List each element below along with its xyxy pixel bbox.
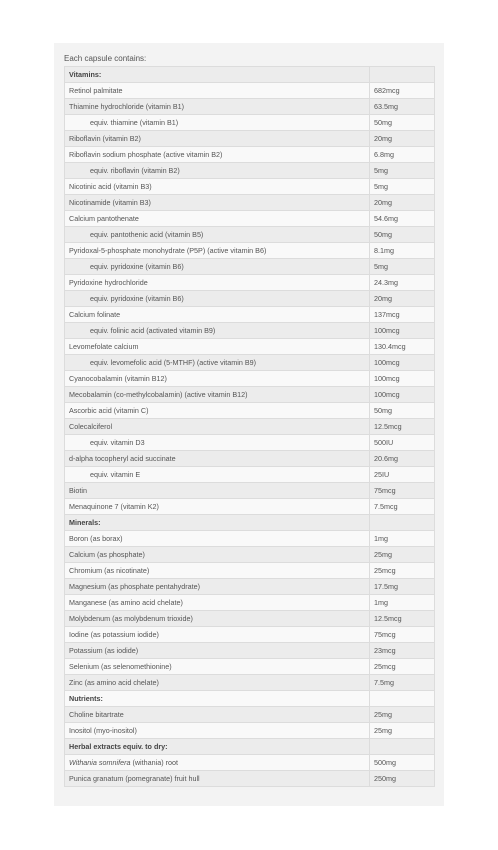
ingredient-name: equiv. riboflavin (vitamin B2): [65, 163, 370, 179]
ingredient-row: [65, 435, 435, 451]
ingredient-row: [65, 723, 435, 739]
ingredient-amount: 20.6mg: [370, 451, 435, 467]
table-caption: Each capsule contains:: [64, 54, 147, 63]
ingredient-name: Riboflavin (vitamin B2): [65, 131, 370, 147]
ingredient-amount: 100mcg: [370, 387, 435, 403]
ingredient-name: equiv. pyridoxine (vitamin B6): [65, 259, 370, 275]
ingredient-name: Boron (as borax): [65, 531, 370, 547]
ingredient-row: [65, 275, 435, 291]
ingredient-amount: 500mg: [370, 755, 435, 771]
ingredient-row: [65, 675, 435, 691]
ingredient-name: Punica granatum (pomegranate) fruit hull: [65, 771, 370, 787]
ingredient-amount: 25mcg: [370, 563, 435, 579]
ingredient-name: Colecalciferol: [65, 419, 370, 435]
ingredient-row: [65, 467, 435, 483]
ingredient-amount: 100mcg: [370, 371, 435, 387]
ingredient-row: [65, 339, 435, 355]
ingredient-name: equiv. thiamine (vitamin B1): [65, 115, 370, 131]
ingredient-row: [65, 243, 435, 259]
ingredient-name: Riboflavin sodium phosphate (active vitamin B2): [65, 147, 370, 163]
section-title: Nutrients:: [65, 691, 370, 707]
ingredient-amount: 5mg: [370, 179, 435, 195]
ingredient-row: [65, 611, 435, 627]
section-header-row: [65, 67, 435, 83]
ingredient-row: [65, 99, 435, 115]
ingredient-row: [65, 211, 435, 227]
ingredient-amount: 20mg: [370, 291, 435, 307]
ingredient-name: Magnesium (as phosphate pentahydrate): [65, 579, 370, 595]
ingredient-row: [65, 387, 435, 403]
ingredient-amount: 50mg: [370, 115, 435, 131]
ingredient-row: [65, 307, 435, 323]
ingredient-row: [65, 499, 435, 515]
ingredient-amount: 682mcg: [370, 83, 435, 99]
ingredient-row: [65, 163, 435, 179]
ingredient-name: equiv. vitamin E: [65, 467, 370, 483]
ingredient-name-text: (withania) root: [132, 758, 179, 767]
ingredient-name: Biotin: [65, 483, 370, 499]
ingredient-row: [65, 195, 435, 211]
ingredient-amount: [370, 691, 435, 707]
ingredient-name: Calcium pantothenate: [65, 211, 370, 227]
ingredient-name: [65, 755, 370, 771]
ingredient-name: Nicotinic acid (vitamin B3): [65, 179, 370, 195]
ingredient-amount: 20mg: [370, 131, 435, 147]
ingredient-row: [65, 323, 435, 339]
ingredient-amount: 130.4mcg: [370, 339, 435, 355]
ingredient-name: Menaquinone 7 (vitamin K2): [65, 499, 370, 515]
ingredient-row: [65, 707, 435, 723]
ingredient-row: [65, 371, 435, 387]
ingredient-amount: 12.5mcg: [370, 419, 435, 435]
ingredient-name: Thiamine hydrochloride (vitamin B1): [65, 99, 370, 115]
ingredient-amount: 5mg: [370, 163, 435, 179]
ingredient-latin-name: Withania somnifera: [69, 758, 131, 767]
ingredient-amount: 12.5mcg: [370, 611, 435, 627]
ingredient-amount: 250mg: [370, 771, 435, 787]
ingredient-name: Pyridoxine hydrochloride: [65, 275, 370, 291]
ingredient-name: Potassium (as iodide): [65, 643, 370, 659]
ingredient-name: Iodine (as potassium iodide): [65, 627, 370, 643]
ingredient-amount: 5mg: [370, 259, 435, 275]
ingredient-row: [65, 131, 435, 147]
ingredient-name: d-alpha tocopheryl acid succinate: [65, 451, 370, 467]
ingredient-row: [65, 579, 435, 595]
ingredient-amount: 1mg: [370, 595, 435, 611]
section-header-row: [65, 515, 435, 531]
ingredient-amount: 500IU: [370, 435, 435, 451]
ingredient-name: Zinc (as amino acid chelate): [65, 675, 370, 691]
ingredient-amount: [370, 67, 435, 83]
ingredient-row: [65, 227, 435, 243]
ingredient-row: [65, 531, 435, 547]
ingredient-name: equiv. vitamin D3: [65, 435, 370, 451]
ingredient-amount: 23mcg: [370, 643, 435, 659]
ingredient-amount: 24.3mg: [370, 275, 435, 291]
ingredient-amount: 1mg: [370, 531, 435, 547]
ingredient-amount: [370, 515, 435, 531]
ingredient-row: [65, 259, 435, 275]
ingredient-row: [65, 563, 435, 579]
ingredient-name: Choline bitartrate: [65, 707, 370, 723]
ingredient-amount: 50mg: [370, 227, 435, 243]
ingredient-amount: [370, 739, 435, 755]
ingredient-amount: 75mcg: [370, 483, 435, 499]
ingredient-amount: 25IU: [370, 467, 435, 483]
ingredient-name: equiv. folinic acid (activated vitamin B9): [65, 323, 370, 339]
ingredient-name: equiv. pantothenic acid (vitamin B5): [65, 227, 370, 243]
ingredient-row: [65, 547, 435, 563]
ingredient-amount: 6.8mg: [370, 147, 435, 163]
ingredient-name: Manganese (as amino acid chelate): [65, 595, 370, 611]
ingredient-amount: 20mg: [370, 195, 435, 211]
section-title: Minerals:: [65, 515, 370, 531]
ingredient-row: [65, 179, 435, 195]
ingredient-amount: 50mg: [370, 403, 435, 419]
ingredient-name: Retinol palmitate: [65, 83, 370, 99]
section-title: Herbal extracts equiv. to dry:: [65, 739, 370, 755]
ingredient-amount: 25mg: [370, 707, 435, 723]
ingredient-row: [65, 771, 435, 787]
section-header-row: [65, 739, 435, 755]
ingredient-amount: 25mg: [370, 723, 435, 739]
ingredient-name: Selenium (as selenomethionine): [65, 659, 370, 675]
section-title: Vitamins:: [65, 67, 370, 83]
ingredient-row: [65, 355, 435, 371]
ingredient-row: [65, 419, 435, 435]
ingredient-name: Pyridoxal-5-phosphate monohydrate (P5P) (active vitamin B6): [65, 243, 370, 259]
ingredient-name: Molybdenum (as molybdenum trioxide): [65, 611, 370, 627]
ingredient-row: [65, 291, 435, 307]
ingredient-name: equiv. levomefolic acid (5-MTHF) (active vitamin B9): [65, 355, 370, 371]
ingredient-name: Nicotinamide (vitamin B3): [65, 195, 370, 211]
ingredient-amount: 8.1mg: [370, 243, 435, 259]
ingredient-row: [65, 403, 435, 419]
ingredient-row: [65, 451, 435, 467]
ingredient-row: [65, 755, 435, 771]
ingredient-amount: 137mcg: [370, 307, 435, 323]
ingredient-name: Cyanocobalamin (vitamin B12): [65, 371, 370, 387]
ingredient-amount: 7.5mg: [370, 675, 435, 691]
ingredient-row: [65, 659, 435, 675]
ingredient-name: Calcium (as phosphate): [65, 547, 370, 563]
ingredient-row: [65, 643, 435, 659]
ingredients-table: [64, 66, 435, 787]
ingredient-name: Calcium folinate: [65, 307, 370, 323]
ingredient-name: equiv. pyridoxine (vitamin B6): [65, 291, 370, 307]
ingredient-row: [65, 483, 435, 499]
ingredient-amount: 75mcg: [370, 627, 435, 643]
section-header-row: [65, 691, 435, 707]
ingredient-name: Chromium (as nicotinate): [65, 563, 370, 579]
ingredient-amount: 63.5mg: [370, 99, 435, 115]
ingredient-amount: 7.5mcg: [370, 499, 435, 515]
ingredient-row: [65, 147, 435, 163]
ingredient-row: [65, 115, 435, 131]
ingredient-amount: 54.6mg: [370, 211, 435, 227]
ingredient-amount: 100mcg: [370, 355, 435, 371]
ingredient-row: [65, 83, 435, 99]
ingredient-name: Ascorbic acid (vitamin C): [65, 403, 370, 419]
ingredient-amount: 17.5mg: [370, 579, 435, 595]
ingredient-name: Mecobalamin (co-methylcobalamin) (active vitamin B12): [65, 387, 370, 403]
ingredient-amount: 25mcg: [370, 659, 435, 675]
ingredient-name: Inositol (myo-inositol): [65, 723, 370, 739]
ingredient-row: [65, 627, 435, 643]
ingredient-name: Levomefolate calcium: [65, 339, 370, 355]
ingredient-amount: 100mcg: [370, 323, 435, 339]
ingredient-amount: 25mg: [370, 547, 435, 563]
ingredient-row: [65, 595, 435, 611]
